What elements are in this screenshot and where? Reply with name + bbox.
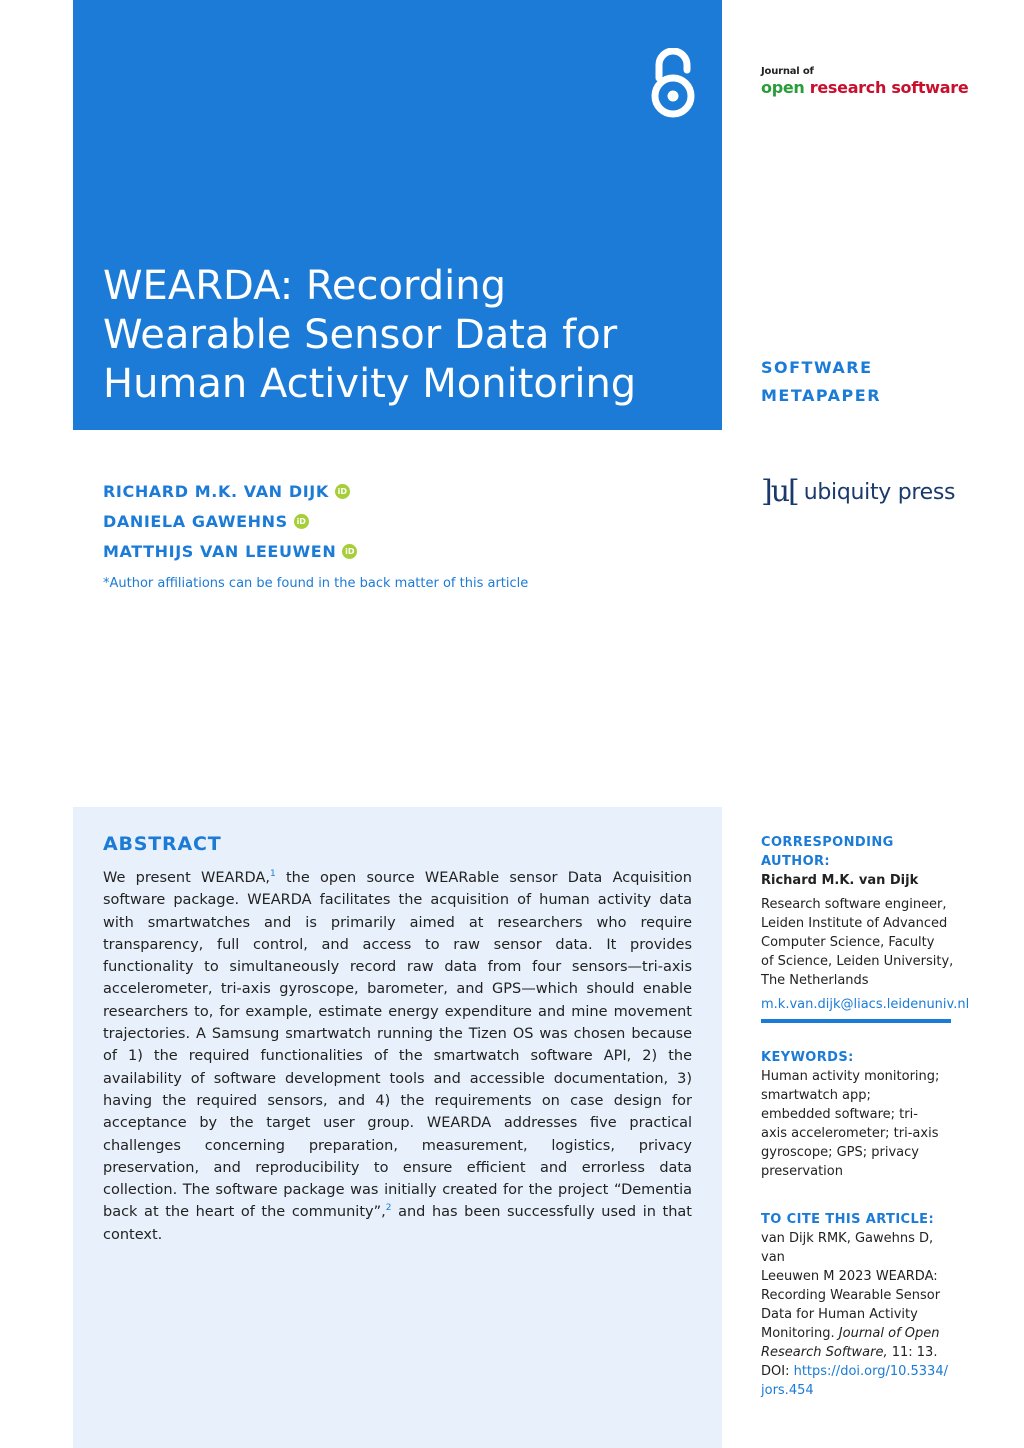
title-banner bbox=[73, 0, 722, 430]
cite-doi-link[interactable]: jors.454 bbox=[761, 1383, 814, 1398]
corresponding-author bbox=[761, 833, 970, 1014]
keyword-line: smartwatch app; bbox=[761, 1088, 871, 1103]
cite-heading: TO CITE THIS ARTICLE: bbox=[761, 1212, 935, 1227]
affil-line: of Science, Leiden University, bbox=[761, 954, 954, 969]
author-name[interactable]: RICHARD M.K. VAN DIJK bbox=[103, 481, 329, 501]
keyword-line: Human activity monitoring; bbox=[761, 1069, 940, 1084]
abstract-section bbox=[73, 807, 722, 1448]
corresponding-name: Richard M.K. van Dijk bbox=[761, 873, 919, 888]
author-name[interactable]: DANIELA GAWEHNS bbox=[103, 511, 288, 531]
open-access-icon bbox=[648, 48, 698, 120]
keyword-line: axis accelerometer; tri-axis bbox=[761, 1126, 939, 1141]
affil-line: Computer Science, Faculty bbox=[761, 935, 935, 950]
abstract-text-part: We present WEARDA, bbox=[103, 870, 270, 886]
keyword-line: embedded software; tri- bbox=[761, 1107, 918, 1122]
citation bbox=[761, 1210, 956, 1400]
author-item bbox=[103, 536, 528, 566]
keywords-heading: KEYWORDS: bbox=[761, 1050, 854, 1065]
author-name[interactable]: MATTHIJS VAN LEEUWEN bbox=[103, 541, 337, 561]
abstract-text-part: the open source WEARable sensor Data Acquisition software package. WEARDA facilitates the acquisition of human activity data with smartwatches and is primarily aimed at researchers who require transparency, full control, and access to raw sensor data. It provides functionality to simultaneously record raw data from four sensors—tri-axis accelerometer, tri-axis gyroscope, barometer, and GPS—which should enable researchers to, for example, estimate energy expenditure and mine movement trajectories. A Samsung smartwatch running the Tizen OS was chosen because of 1) the required functionalities of the smartwatch software API, 2) the availability of software development tools and accessible documentation, 3) having the required sensors, and 4) the requirements on case design for acceptance by the target user group. WEARDA addresses five practical challenges concerning preparation, measurement, logistics, privacy preservation, and reproducibility to ensure efficient and errorless data collection. The software package was initially created for the project “Dementia back at the heart of the community”, bbox=[103, 870, 692, 1221]
author-item bbox=[103, 476, 528, 506]
article-type-line: SOFTWARE bbox=[761, 358, 873, 377]
journal-name-rest: research software bbox=[804, 78, 969, 97]
journal-prefix: Journal of bbox=[761, 66, 814, 77]
abstract-text-part: and has been successfully used in that context. bbox=[103, 1204, 692, 1243]
author-item bbox=[103, 506, 528, 536]
corresponding-email[interactable]: m.k.van.dijk@liacs.leidenuniv.nl bbox=[761, 997, 970, 1012]
corresponding-heading: CORRESPONDING AUTHOR: bbox=[761, 835, 894, 869]
journal-logo bbox=[761, 66, 968, 97]
abstract-heading: ABSTRACT bbox=[103, 833, 222, 855]
cite-text: Monitoring. bbox=[761, 1326, 839, 1341]
article-title bbox=[103, 262, 703, 409]
publisher-logo bbox=[761, 474, 956, 509]
cite-line: Data for Human Activity bbox=[761, 1307, 918, 1322]
title-line: Wearable Sensor Data for bbox=[103, 312, 618, 358]
abstract-text bbox=[103, 867, 692, 1246]
orcid-icon[interactable]: iD bbox=[335, 484, 350, 499]
author-list bbox=[103, 476, 528, 591]
cite-volume: 11: 13. bbox=[887, 1345, 938, 1360]
cite-doi-label: DOI: bbox=[761, 1364, 794, 1379]
sidebar-divider bbox=[761, 1019, 951, 1023]
keyword-line: preservation bbox=[761, 1164, 843, 1179]
cite-line: Recording Wearable Sensor bbox=[761, 1288, 941, 1303]
cite-journal: Journal of Open bbox=[838, 1326, 940, 1341]
affil-line: The Netherlands bbox=[761, 973, 869, 988]
orcid-icon[interactable]: iD bbox=[342, 544, 357, 559]
title-line: Human Activity Monitoring bbox=[103, 361, 637, 407]
cite-line: van Dijk RMK, Gawehns D, van bbox=[761, 1231, 934, 1265]
affiliation-note: *Author affiliations can be found in the back matter of this article bbox=[103, 576, 529, 591]
article-type-line: METAPAPER bbox=[761, 386, 882, 405]
footnote-ref[interactable]: 1 bbox=[269, 869, 276, 880]
affil-line: Leiden Institute of Advanced bbox=[761, 916, 948, 931]
journal-name-open: open bbox=[761, 78, 805, 97]
title-line: WEARDA: Recording bbox=[103, 263, 506, 309]
cite-line: Leeuwen M 2023 WEARDA: bbox=[761, 1269, 938, 1284]
affil-line: Research software engineer, bbox=[761, 897, 947, 912]
publisher-mark: ]u[ bbox=[761, 474, 798, 509]
orcid-icon[interactable]: iD bbox=[294, 514, 309, 529]
publisher-name: ubiquity press bbox=[803, 479, 956, 505]
cite-journal: Research Software, bbox=[761, 1345, 888, 1360]
footnote-ref[interactable]: 2 bbox=[385, 1203, 392, 1214]
keyword-line: gyroscope; GPS; privacy bbox=[761, 1145, 919, 1160]
cite-doi-link[interactable]: https://doi.org/10.5334/ bbox=[793, 1364, 948, 1379]
keywords bbox=[761, 1048, 956, 1181]
article-type bbox=[761, 354, 881, 410]
